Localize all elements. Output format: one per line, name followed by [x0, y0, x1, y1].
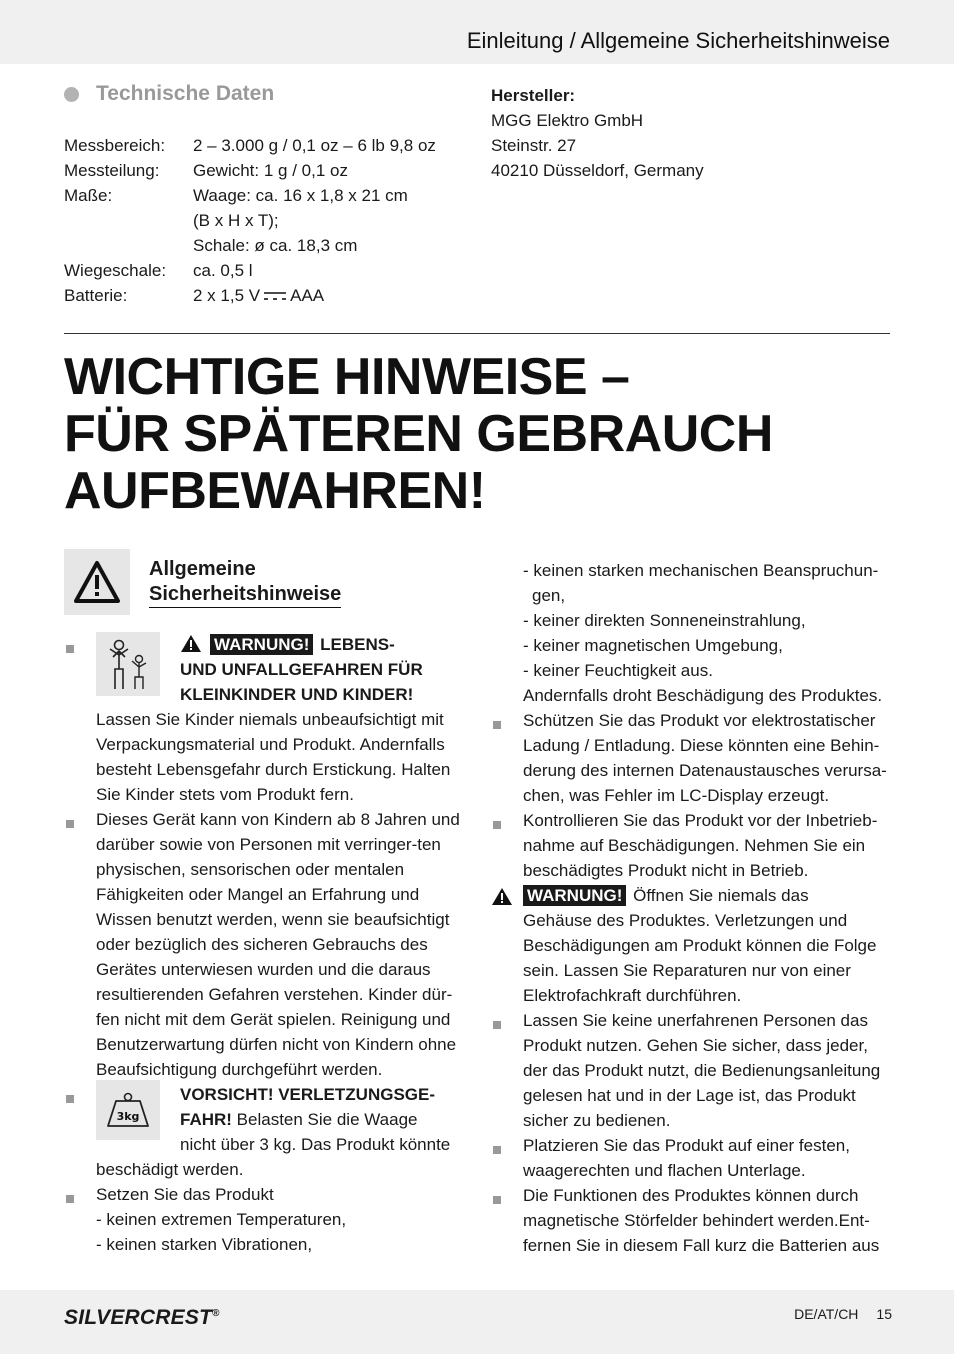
item-text: Lassen Sie keine unerfahrenen Personen das Produkt nutzen. Gehen Sie sicher, dass jeder, der das Produkt nutzt, die Bedienungsanleitung gelesen hat und in der Lage ist, das Produkt sicher zu bedienen. [523, 1011, 881, 1130]
bullet-square-icon [493, 1021, 501, 1029]
sub-list-item: - keiner direkten Sonneneinstrahlung, [523, 611, 806, 630]
manufacturer-line: MGG Elektro GmbH [491, 111, 644, 130]
spec-value: (B x H x T); [193, 211, 279, 230]
spec-label: Messbereich: [64, 136, 166, 155]
bullet-square-icon [66, 820, 74, 828]
spec-row [64, 258, 436, 283]
main-title [64, 349, 773, 520]
item-text: Setzen Sie das Produkt [96, 1185, 274, 1204]
bullet-square-icon [493, 1146, 501, 1154]
sub-list-item: - keiner magnetischen Umgebung, [523, 636, 783, 655]
item-text: Öffnen Sie niemals das [628, 886, 809, 905]
direct-current-icon [263, 290, 287, 302]
warning-triangle-box [64, 549, 130, 615]
spec-value: 2 – 3.000 g / 0,1 oz – 6 lb 9,8 oz [193, 136, 436, 155]
safety-heading [149, 557, 341, 607]
item-text: Kontrollieren Sie das Produkt vor der Inbetrieb-nahme auf Beschädigungen. Nehmen Sie ein beschädigtes Produkt nicht in Betrieb. [523, 811, 878, 880]
safety-heading-line: Allgemeine [149, 558, 256, 580]
bullet-square-icon [66, 645, 74, 653]
warning-badge: WARNUNG! [523, 885, 626, 906]
manufacturer-line: 40210 Düsseldorf, Germany [491, 161, 704, 180]
main-title-line: WICHTIGE HINWEISE – [64, 348, 630, 406]
spec-row [64, 158, 436, 183]
sub-list-item: - keiner Feuchtigkeit aus. [523, 661, 713, 680]
list-item [491, 1008, 891, 1133]
item-text: Die Funktionen des Produktes können durch magnetische Störfelder behindert werden.Ent-fernen Sie in diesem Fall kurz die Batterien aus [523, 1186, 880, 1255]
item-text: Gehäuse des Produktes. Verletzungen und Beschädigungen am Produkt können die Folge sein. Lassen Sie Reparaturen nur von einer Elektrofachkraft durchführen. [523, 911, 877, 1005]
item-text: Lassen Sie Kinder niemals unbeaufsichtigt mit Verpackungsmaterial und Produkt. Andernfalls besteht Lebensgefahr durch Erstickung. Halten Sie Kinder stets vom Produkt fern. [96, 710, 451, 804]
warning-head-text: LEBENS- [320, 635, 395, 654]
tech-data-heading [64, 82, 274, 106]
sub-list-item: gen, [532, 586, 566, 605]
warning-triangle-icon [491, 887, 513, 906]
safety-heading-line: Sicherheitshinweise [149, 583, 341, 608]
sub-list-item: - keinen extremen Temperaturen, [96, 1210, 347, 1229]
weight-3kg-icon [102, 1092, 154, 1128]
tech-data-title: Technische Daten [96, 82, 275, 105]
list-item [64, 807, 464, 1082]
page-number: 15 [876, 1306, 892, 1322]
item-text: Dieses Gerät kann von Kindern ab 8 Jahren und darüber sowie von Personen mit verringer-ten physischen, sensorischen oder mentalen Fähigkeiten oder Mangel an Erfahrung und Wissen benutzt werden, wenn sie beaufsichtigt oder bezüglich des sicheren Gebrauchs des Gerätes unterwiesen wurden und die daraus resultierenden Gefahren verstehen. Kinder dür-fen nicht mit dem Gerät spielen. Reinigung und Benutzerwartung dürfen nicht von Kindern ohne Beaufsichtigung durchgeführt werden. [96, 810, 460, 1079]
bullet-square-icon [493, 1196, 501, 1204]
manufacturer-heading: Hersteller: [491, 86, 576, 105]
right-column [491, 558, 891, 1258]
list-item [64, 632, 464, 807]
sub-list-item: - keinen starken mechanischen Beanspruchun- [523, 561, 879, 580]
bullet-square-icon [66, 1095, 74, 1103]
battery-voltage: 2 x 1,5 V [193, 286, 261, 305]
warning-badge: WARNUNG! [210, 634, 313, 655]
list-continuation [491, 558, 891, 708]
list-item [491, 808, 891, 883]
item-text: Andernfalls droht Beschädigung des Produktes. [523, 686, 883, 705]
brand-logo [64, 1306, 220, 1330]
manufacturer-block [491, 83, 704, 183]
bullet-square-icon [66, 1195, 74, 1203]
spec-value: Schale: ø ca. 18,3 cm [193, 236, 358, 255]
list-item [491, 1133, 891, 1183]
spec-value: Waage: ca. 16 x 1,8 x 21 cm [193, 186, 408, 205]
locale-label: DE/AT/CH [794, 1306, 859, 1322]
footer-info [794, 1306, 892, 1322]
spec-value: Gewicht: 1 g / 0,1 oz [193, 161, 348, 180]
main-title-line: AUFBEWAHREN! [64, 462, 486, 520]
spec-row-battery [64, 283, 436, 308]
item-text: Schützen Sie das Produkt vor elektrostatischer Ladung / Entladung. Diese könnten eine Behin-derung des internen Datenaustausches verursa-chen, was Fehler im LC-Display erzeugt. [523, 711, 887, 805]
child-danger-icon [105, 637, 151, 691]
list-item [64, 1082, 464, 1182]
item-text: nicht über 3 kg. Das Produkt könnte [180, 1135, 451, 1154]
spec-row [64, 133, 436, 158]
bullet-square-icon [493, 721, 501, 729]
battery-type: AAA [290, 286, 325, 305]
sub-list-item: - keinen starken Vibrationen, [96, 1235, 313, 1254]
spec-label: Maße: [64, 186, 113, 205]
list-item-warning [491, 883, 891, 1008]
spec-table [64, 133, 436, 308]
bullet-circle-icon [64, 87, 79, 102]
warning-triangle-icon [72, 559, 122, 605]
spec-value: ca. 0,5 l [193, 261, 253, 280]
warning-head-text: KLEINKINDER UND KINDER! [180, 685, 414, 704]
list-item [491, 1183, 891, 1258]
spec-label: Batterie: [64, 286, 128, 305]
item-text: Belasten Sie die Waage [231, 1110, 418, 1129]
header-title: Einleitung / Allgemeine Sicherheitshinweise [466, 28, 890, 53]
main-title-line: FÜR SPÄTEREN GEBRAUCH [64, 405, 773, 463]
child-warning-pictogram [96, 632, 160, 696]
brand-name: SILVERCREST [64, 1306, 213, 1329]
warning-head-text: UND UNFALLGEFAHREN FÜR [180, 660, 423, 679]
caution-head: VORSICHT! VERLETZUNGSGE- [180, 1085, 436, 1104]
bullet-square-icon [493, 821, 501, 829]
list-item [491, 708, 891, 808]
caution-head: FAHR! [180, 1110, 232, 1129]
list-item [64, 1182, 464, 1257]
spec-label: Wiegeschale: [64, 261, 167, 280]
item-text: Platzieren Sie das Produkt auf einer festen, waagerechten und flachen Unterlage. [523, 1136, 850, 1180]
spec-row [64, 183, 436, 258]
spec-label: Messteilung: [64, 161, 160, 180]
manufacturer-line: Steinstr. 27 [491, 136, 577, 155]
section-divider [64, 333, 890, 334]
weight-icon-label: 3kg [116, 1110, 140, 1123]
max-weight-pictogram [96, 1080, 160, 1140]
warning-triangle-icon [180, 634, 202, 653]
left-column [64, 632, 464, 1257]
trademark-symbol: ® [212, 1308, 220, 1319]
item-text: beschädigt werden. [96, 1160, 244, 1179]
